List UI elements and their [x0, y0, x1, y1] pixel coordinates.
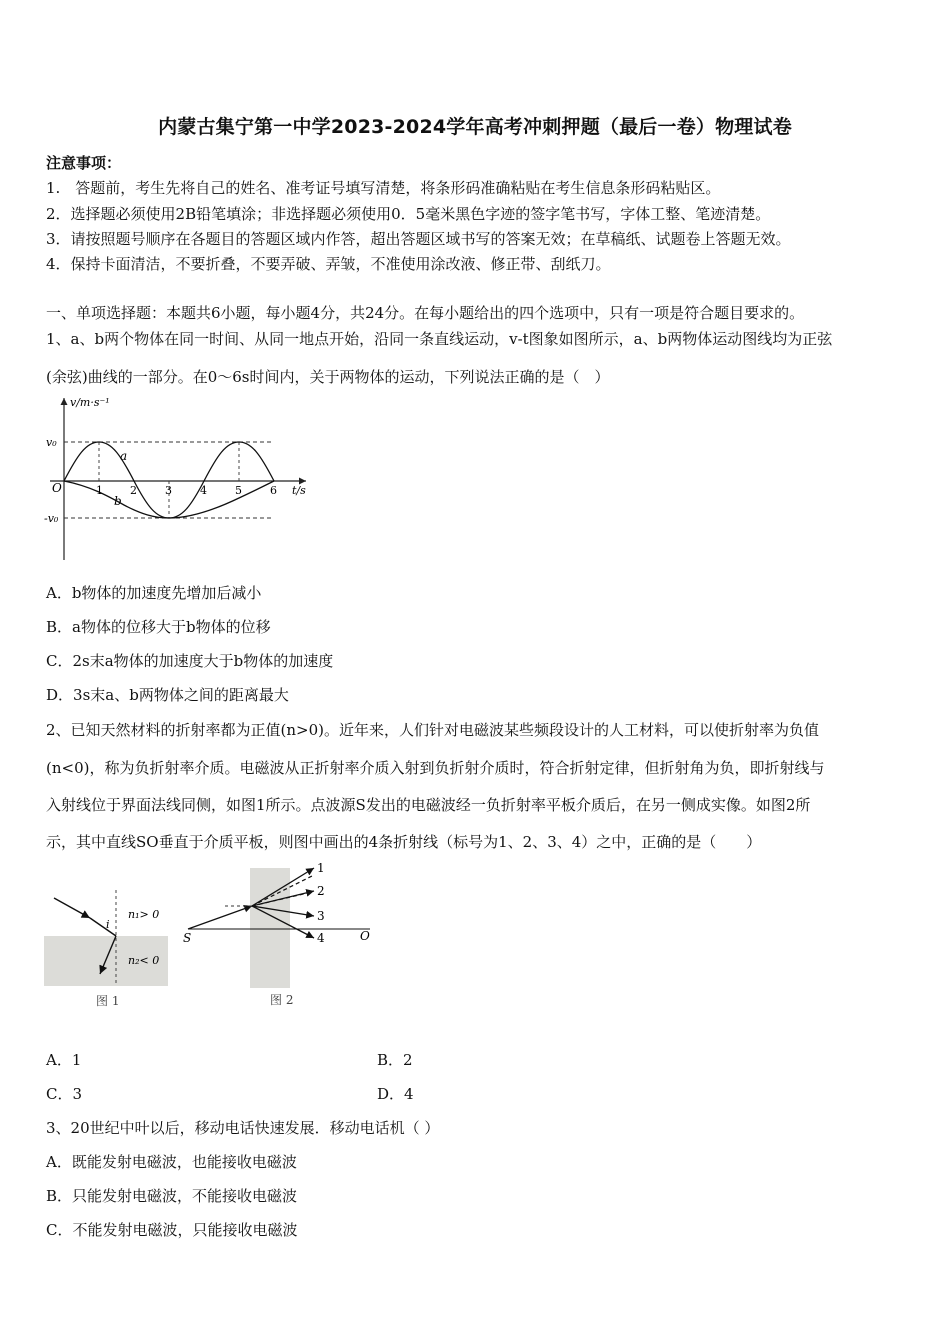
q2-option-c[interactable]: C．3 — [46, 1085, 83, 1103]
q1-stem-line1: 1、a、b两个物体在同一时间、从同一地点开始，沿同一条直线运动，v-t图象如图所示，a、b两物体运动图线均为正弦 — [46, 330, 833, 348]
q1-option-b[interactable]: B．a物体的位移大于b物体的位移 — [46, 618, 271, 636]
origin-label: O — [52, 481, 62, 495]
q3-stem: 3、20世纪中叶以后，移动电话快速发展．移动电话机（ ） — [46, 1119, 440, 1137]
angle-i-label: i — [106, 918, 110, 931]
point-o-label: O — [360, 929, 370, 943]
q1-option-d[interactable]: D．3s末a、b两物体之间的距离最大 — [46, 686, 289, 704]
q1-vt-graph — [44, 392, 316, 564]
notice-item-3: 3．请按照题号顺序在各题目的答题区域内作答，超出答题区域书写的答案无效；在草稿纸、试题卷上答题无效。 — [46, 230, 791, 248]
q2-figure-2 — [180, 858, 380, 1010]
fig2-caption: 图 2 — [270, 993, 294, 1007]
notice-item-4: 4．保持卡面清洁，不要折叠，不要弄破、弄皱，不准使用涂改液、修正带、刮纸刀。 — [46, 255, 611, 273]
source-ray — [188, 906, 252, 929]
q3-option-b[interactable]: B．只能发射电磁波，不能接收电磁波 — [46, 1187, 298, 1205]
source-s-label: S — [183, 931, 192, 945]
tick-4: 4 — [200, 484, 207, 497]
notice-item-2: 2．选择题必须使用2B铅笔填涂；非选择题必须使用0．5毫米黑色字迹的签字笔书写，字体工整、笔迹清楚。 — [46, 205, 771, 223]
section-heading: 一、单项选择题：本题共6小题，每小题4分，共24分。在每小题给出的四个选项中，只有一项是符合题目要求的。 — [46, 304, 805, 322]
y-axis-label: v/m·s⁻¹ — [70, 396, 110, 409]
ray-3-label: 3 — [317, 909, 325, 923]
page-title: 内蒙古集宁第一中学2023-2024学年高考冲刺押题（最后一卷）物理试卷 — [158, 116, 792, 138]
x-axis-label: t/s — [292, 484, 306, 497]
q2-option-a[interactable]: A．1 — [46, 1051, 82, 1069]
n2-label: n₂< 0 — [128, 954, 160, 967]
tick-2: 2 — [130, 484, 137, 497]
ray-4-label: 4 — [317, 931, 325, 945]
incident-ray — [54, 898, 90, 918]
notice-heading: 注意事项： — [46, 154, 122, 172]
neg-v0-label: -v₀ — [44, 512, 59, 525]
tick-5: 5 — [235, 484, 242, 497]
q3-option-c[interactable]: C．不能发射电磁波，只能接收电磁波 — [46, 1221, 298, 1239]
tick-1: 1 — [96, 484, 103, 497]
q1-stem-line2: (余弦)曲线的一部分。在0～6s时间内，关于两物体的运动，下列说法正确的是（ ） — [46, 368, 610, 386]
fig1-caption: 图 1 — [96, 994, 120, 1008]
q2-stem-line3: 入射线位于界面法线同侧，如图1所示。点波源S发出的电磁波经一负折射率平板介质后，在另一侧成实像。如图2所 — [46, 796, 811, 814]
q2-stem-line2: (n<0)，称为负折射率介质。电磁波从正折射率介质入射到负折射介质时，符合折射定律，但折射角为负，即折射线与 — [46, 759, 825, 777]
notice-item-1: 1. 答题前，考生先将自己的姓名、准考证号填写清楚，将条形码准确粘贴在考生信息条形码粘贴区。 — [46, 179, 721, 197]
n1-label: n₁> 0 — [128, 908, 160, 921]
ray-2-label: 2 — [317, 884, 325, 898]
q2-option-b[interactable]: B．2 — [377, 1051, 413, 1069]
v0-label: v₀ — [46, 436, 57, 449]
tick-3: 3 — [165, 484, 172, 497]
tick-6: 6 — [270, 484, 277, 497]
q3-option-a[interactable]: A．既能发射电磁波，也能接收电磁波 — [46, 1153, 297, 1171]
q2-stem-line1: 2、已知天然材料的折射率都为正值(n>0)。近年来，人们针对电磁波某些频段设计的人工材料，可以使折射率为负值 — [46, 721, 820, 739]
ray-1-label: 1 — [317, 861, 325, 875]
q1-option-c[interactable]: C．2s末a物体的加速度大于b物体的加速度 — [46, 652, 334, 670]
q2-stem-line4: 示，其中直线SO垂直于介质平板，则图中画出的4条折射线（标号为1、2、3、4）之中，正确的是（ ） — [46, 833, 762, 851]
q2-option-d[interactable]: D．4 — [377, 1085, 414, 1103]
curve-b-label: b — [114, 494, 122, 508]
q1-option-a[interactable]: A．b物体的加速度先增加后减小 — [46, 584, 262, 602]
q2-figure-1 — [44, 880, 174, 1010]
curve-a-label: a — [120, 449, 128, 463]
